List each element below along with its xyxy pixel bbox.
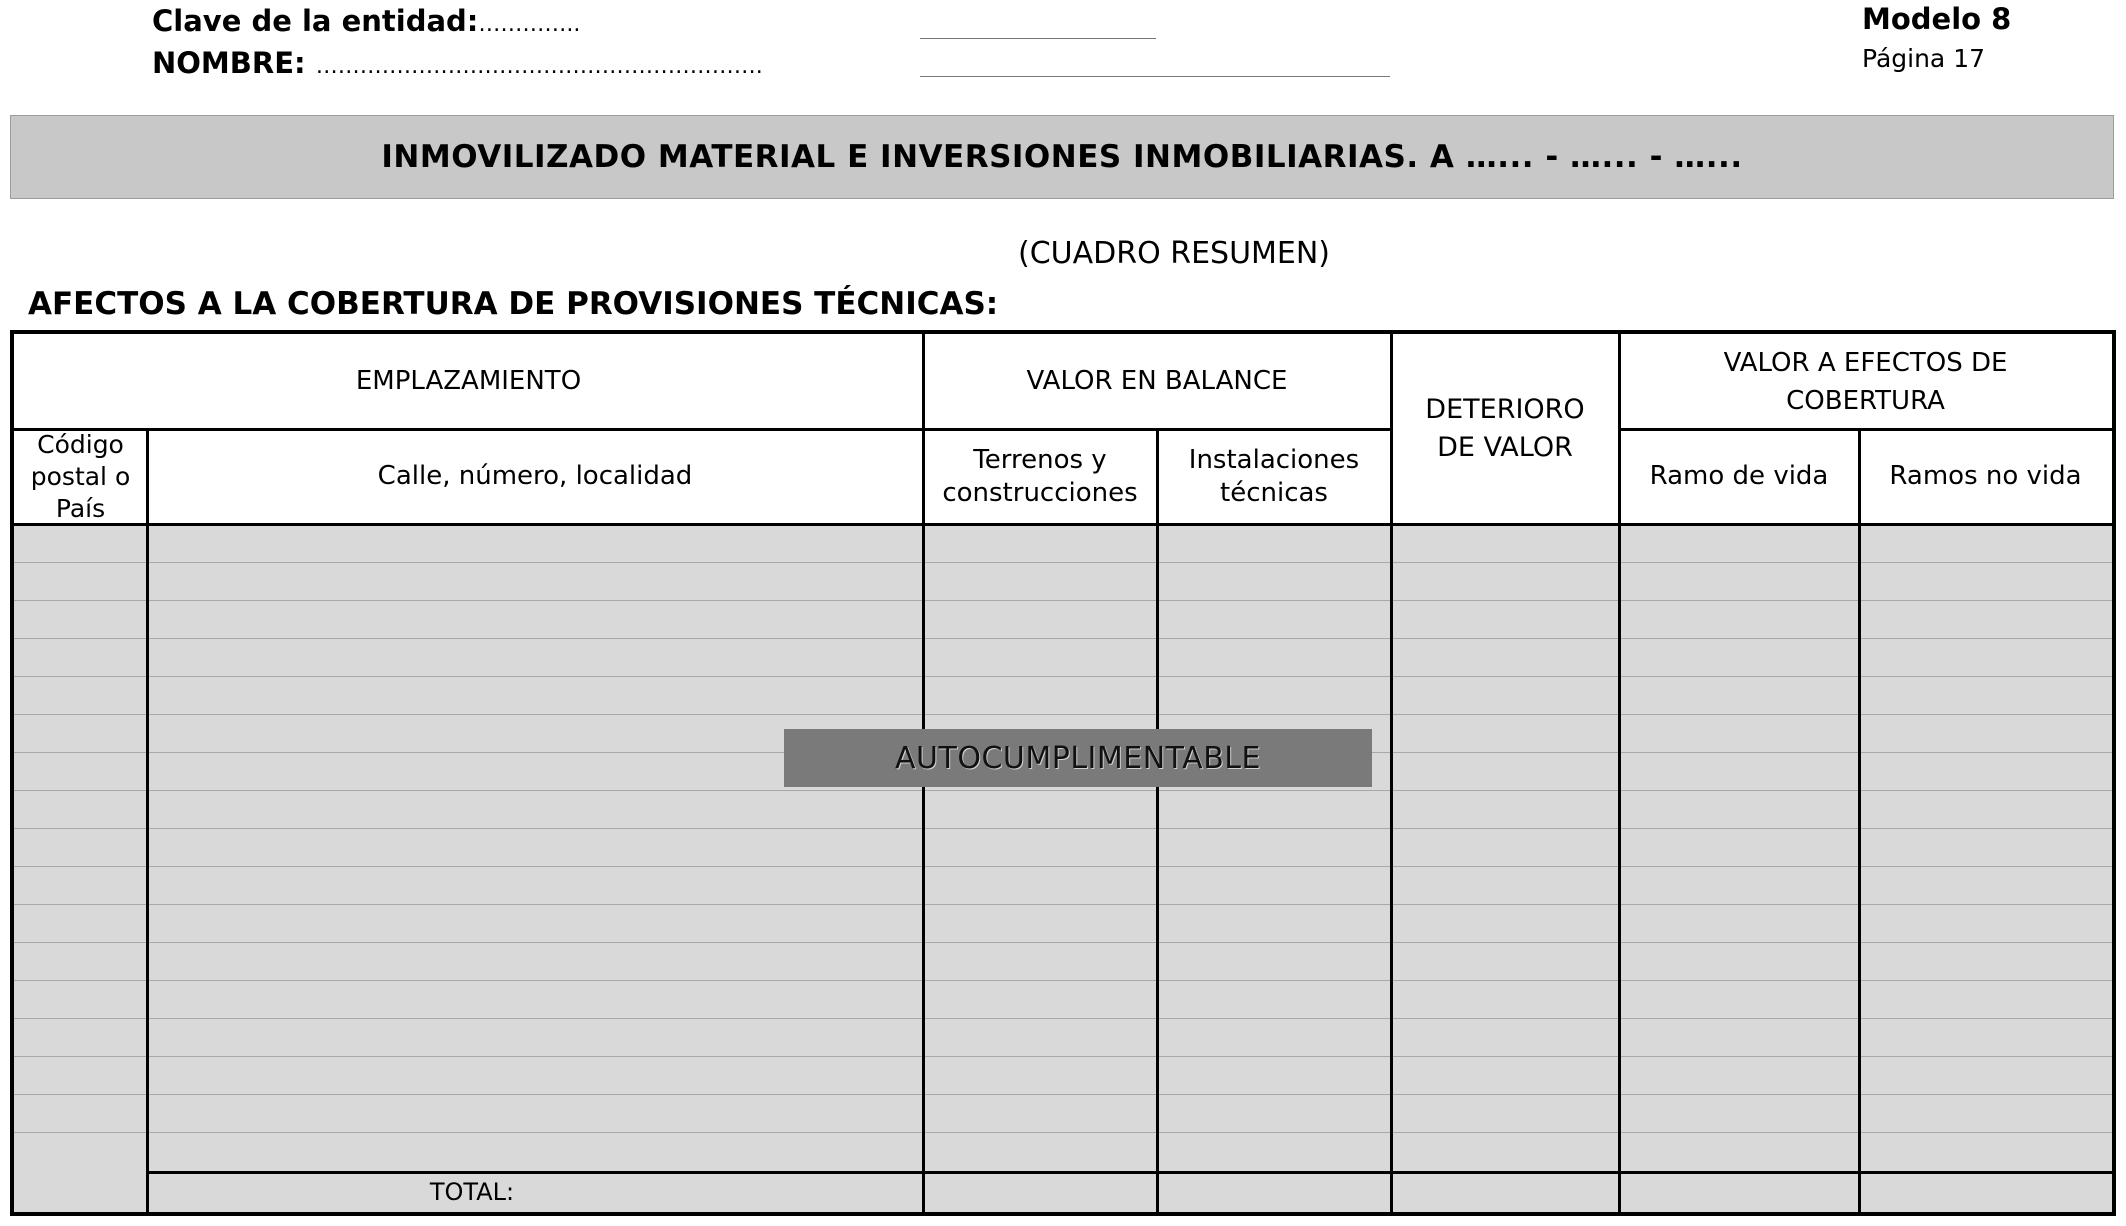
- col-calle: Calle, número, localidad: [377, 461, 693, 491]
- table-row: [14, 980, 2112, 981]
- header-deterioro: DETERIORO DE VALOR: [1425, 394, 1585, 463]
- total-label: TOTAL:: [429, 1178, 515, 1206]
- form-title: INMOVILIZADO MATERIAL E INVERSIONES INMOBILIARIAS. A …... - …... - …...: [381, 139, 1743, 175]
- table-body: [14, 524, 2112, 1212]
- col-ramos-no-vida: Ramos no vida: [1889, 461, 2082, 491]
- rule-col-3: [1156, 429, 1159, 1212]
- table-row: [14, 600, 2112, 601]
- table-row: [14, 676, 2112, 677]
- col-ramo-vida: Ramo de vida: [1649, 461, 1829, 491]
- table-row: [14, 1018, 2112, 1019]
- table-row: [14, 562, 2112, 563]
- rule-header-mid-cobertura: [1619, 428, 2112, 431]
- header-emplazamiento: EMPLAZAMIENTO: [355, 366, 582, 396]
- clave-label: Clave de la entidad:: [152, 4, 479, 38]
- clave-line: [152, 2, 763, 44]
- entity-header: [152, 2, 763, 86]
- modelo-label: Modelo 8: [1862, 2, 2012, 36]
- table-row: [14, 790, 2112, 791]
- rule-col-4: [1390, 334, 1393, 1212]
- rule-col-1: [146, 429, 149, 1212]
- subtitle: (CUADRO RESUMEN): [1018, 236, 1331, 271]
- autocumplimentable-label: AUTOCUMPLIMENTABLE: [895, 740, 1261, 776]
- rule-header-bottom: [14, 523, 2112, 526]
- clave-value-field: …………..: [478, 12, 581, 37]
- header-rule-long: [920, 76, 1390, 77]
- table-row: [14, 904, 2112, 905]
- nombre-value-field: …………………………………………………….: [315, 54, 763, 79]
- col-terrenos: Terrenos y construcciones: [942, 444, 1138, 508]
- col-codigo-postal: Código postal o País: [30, 429, 131, 523]
- table-row: [14, 1056, 2112, 1057]
- table-row: [14, 638, 2112, 639]
- table-row: [14, 828, 2112, 829]
- header-valor-balance: VALOR EN BALANCE: [1026, 366, 1288, 396]
- header-rule-short: [920, 38, 1156, 39]
- rule-header-mid-left: [14, 428, 923, 431]
- col-instalaciones: Instalaciones técnicas: [1188, 444, 1360, 508]
- autocumplimentable-badge: [784, 729, 1372, 787]
- rule-col-5: [1618, 334, 1621, 1212]
- table-row: [14, 714, 2112, 715]
- table-row: [14, 942, 2112, 943]
- table-row: [14, 1132, 2112, 1133]
- section-title: AFECTOS A LA COBERTURA DE PROVISIONES TÉCNICAS:: [28, 286, 999, 322]
- form-title-banner: [10, 115, 2114, 199]
- table-row: [14, 1094, 2112, 1095]
- rule-col-6: [1858, 429, 1861, 1212]
- header-valor-cobertura: VALOR A EFECTOS DE COBERTURA: [1723, 347, 2008, 416]
- table-row: [14, 866, 2112, 867]
- nombre-line: [152, 44, 763, 86]
- nombre-label: NOMBRE:: [152, 46, 316, 80]
- page-number: Página 17: [1862, 44, 1986, 73]
